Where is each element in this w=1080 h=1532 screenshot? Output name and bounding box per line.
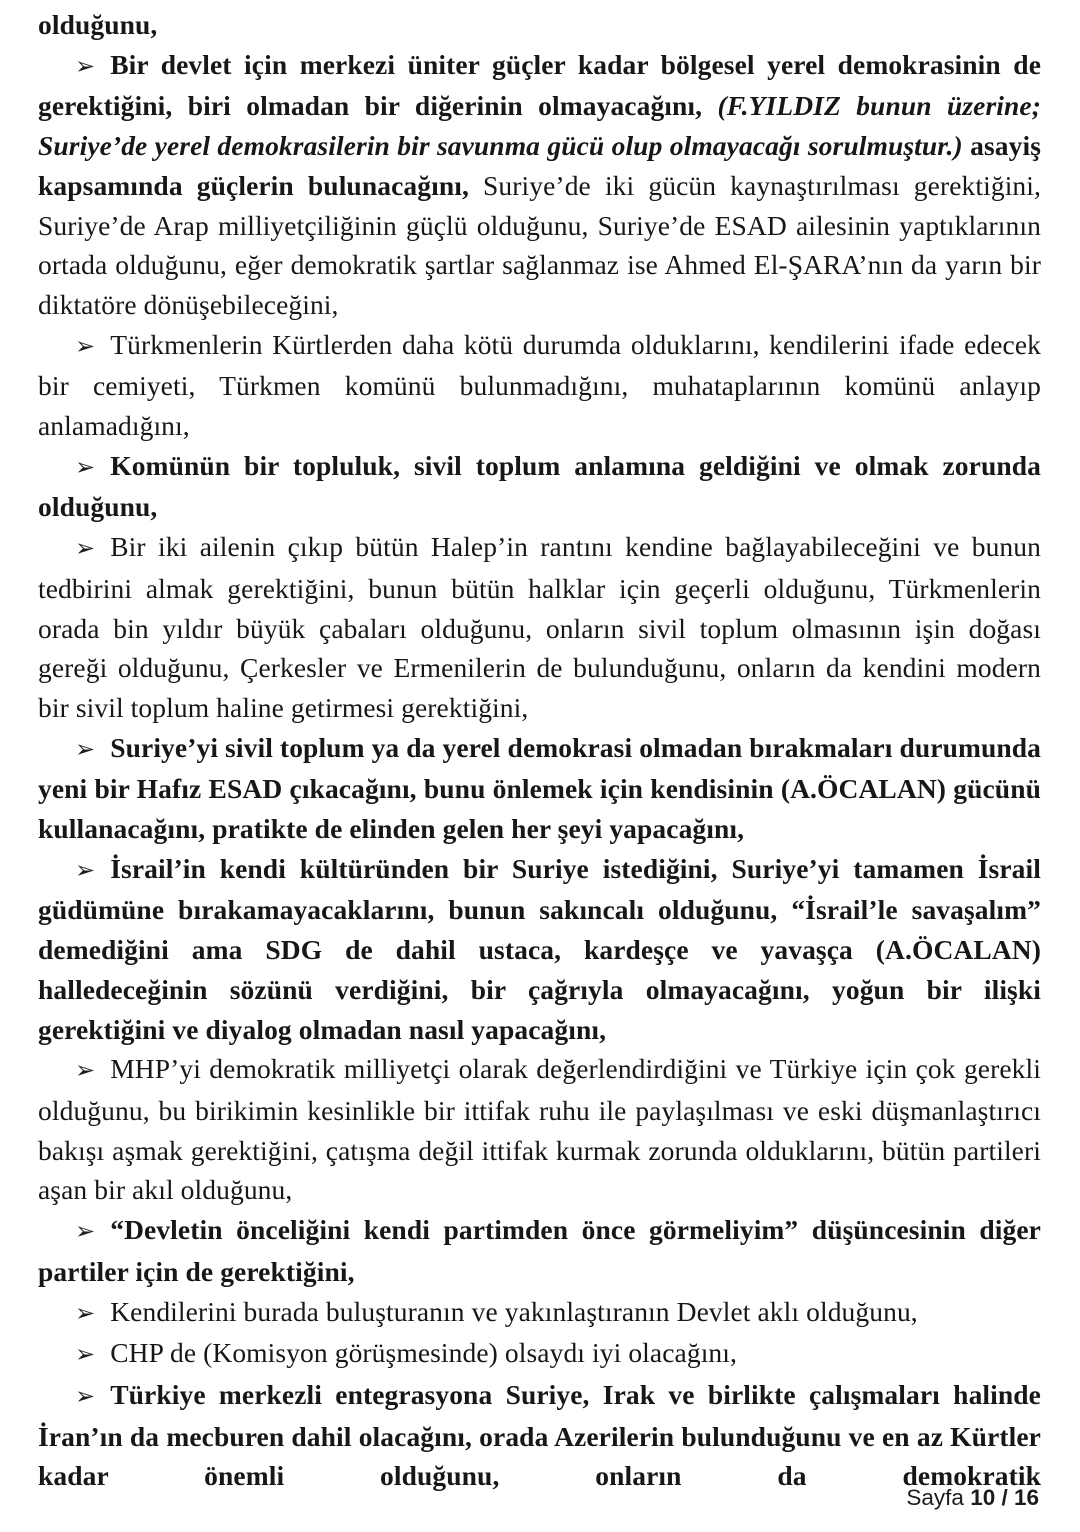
bullet-arrow-icon: ➢ xyxy=(75,534,96,563)
text-run: Bir devlet için merkezi üniter güçler kadar bölgesel yerel demokrasinin de gerektiğini, biri olmadan bir diğerinin olmayacağını, xyxy=(38,48,1041,122)
text-run: Suriye’de iki gücün kaynaştırılması gerektiğini, Suriye’de Arap milliyetçiliğinin güçlü olduğunu, Suriye’de ESAD ailesinin yaptıklarının ortada olduğunu, eğer demokratik şartlar sağlanmaz ise Ahmed El-ŞARA’nın da yarın bir diktatöre dönüşebileceğini, xyxy=(38,169,1042,320)
bullet-paragraph xyxy=(38,1210,1041,1291)
bullet-paragraph xyxy=(38,325,1041,446)
text-run: Komünün bir topluluk, sivil toplum anlamına geldiğini ve olmak zorunda olduğunu, xyxy=(38,449,1041,523)
bullet-paragraph xyxy=(38,1333,1041,1375)
footer-label: Sayfa xyxy=(906,1485,971,1510)
text-run: Türkiye merkezli entegrasyona Suriye, Irak ve birlikte çalışmaları halinde İran’ın da mecburen dahil olacağını, orada Azerilerin bulunduğunu ve en az Kürtler kadar önemli olduğunu, onların da demokratik xyxy=(38,1378,1041,1492)
text-run: Bir iki ailenin çıkıp bütün Halep’in rantını kendine bağlayabileceğini ve bunun tedbirini almak gerektiğini, bunun bütün halklar için geçerli olduğunu, Türkmenlerin orada bin yıldır büyük çabaları olduğunu, onların sivil toplum olmasının işin doğası gereği olduğunu, Çerkesler ve Ermenilerin de bulunduğunu, onların da kendini modern bir sivil toplum haline getirmesi gerektiğini, xyxy=(38,531,1041,723)
bullet-arrow-icon: ➢ xyxy=(75,1381,96,1410)
document-body xyxy=(38,5,1041,1496)
page-footer xyxy=(906,1485,1039,1511)
bullet-paragraph xyxy=(38,45,1041,325)
bullet-arrow-icon: ➢ xyxy=(75,1056,96,1085)
text-run: Kendilerini burada buluşturanın ve yakınlaştıranın Devlet aklı olduğunu, xyxy=(110,1295,918,1327)
bullet-arrow-icon: ➢ xyxy=(75,1217,96,1246)
text-run: Türkmenlerin Kürtlerden daha kötü durumda olduklarını, kendilerini ifade edecek bir cemiyeti, Türkmen komünü bulunmadığını, muhataplarının komünü anlayıp anlamadığını, xyxy=(38,328,1041,442)
bullet-arrow-icon: ➢ xyxy=(75,51,96,80)
text-run: İsrail’in kendi kültüründen bir Suriye istediğini, Suriye’yi tamamen İsrail güdümüne bırakamayacaklarını, bunun sakıncalı olduğunu, “İsrail’le savaşalım” demediğini ama SDG de dahil ustaca, kardeşçe ve yavaşça (A.ÖCALAN) halledeceğinin sözünü verdiğini, bir çağrıyla olmayacağını, yoğun bir ilişki gerektiğini ve diyalog olmadan nasıl yapacağını, xyxy=(38,852,1041,1045)
bullet-arrow-icon: ➢ xyxy=(75,331,96,360)
bullet-arrow-icon: ➢ xyxy=(75,1298,96,1327)
bullet-paragraph xyxy=(38,728,1041,849)
bullet-paragraph xyxy=(38,446,1041,527)
page-number: 10 / 16 xyxy=(970,1485,1039,1510)
text-run: CHP de (Komisyon görüşmesinde) olsaydı iyi olacağını, xyxy=(110,1337,737,1369)
text-run: MHP’yi demokratik milliyetçi olarak değerlendirdiğini ve Türkiye için çok gerekli olduğunu, bu birikimin kesinlikle bir ittifak ruhu ile paylaşılması ve eski düşmanlaştırıcı bakışı aşmak gerektiğini, çatışma değil ittifak kurmak zorunda olduklarını, bütün partileri aşan bir akıl olduğunu, xyxy=(38,1053,1041,1206)
text-run: “Devletin önceliğini kendi partimden önce görmeliyim” düşüncesinin diğer partiler için de gerektiğini, xyxy=(38,1214,1041,1287)
bullet-arrow-icon: ➢ xyxy=(75,1340,96,1369)
bullet-paragraph xyxy=(38,1375,1041,1496)
bullet-arrow-icon: ➢ xyxy=(75,734,96,763)
bullet-paragraph xyxy=(38,1292,1041,1334)
text-run: Suriye’yi sivil toplum ya da yerel demokrasi olmadan bırakmaları durumunda yeni bir Hafız ESAD çıkacağını, bunu önlemek için kendisinin (A.ÖCALAN) gücünü kullanacağını, pratikte de elinden gelen her şeyi yapacağını, xyxy=(38,731,1041,845)
bullet-paragraph xyxy=(38,1049,1041,1210)
text-run: asayiş kapsamında güçlerin bulunacağını, xyxy=(38,130,1041,201)
text-run: olduğunu, xyxy=(38,9,158,40)
continuation-paragraph xyxy=(38,5,1041,45)
bullet-arrow-icon: ➢ xyxy=(75,452,96,481)
text-run: (F.YILDIZ bunun üzerine; Suriye’de yerel demokrasilerin bir savunma gücü olup olmayacağı sorulmuştur.) xyxy=(38,90,1041,162)
bullet-paragraph xyxy=(38,527,1041,728)
bullet-arrow-icon: ➢ xyxy=(75,855,96,884)
bullet-paragraph xyxy=(38,849,1041,1050)
